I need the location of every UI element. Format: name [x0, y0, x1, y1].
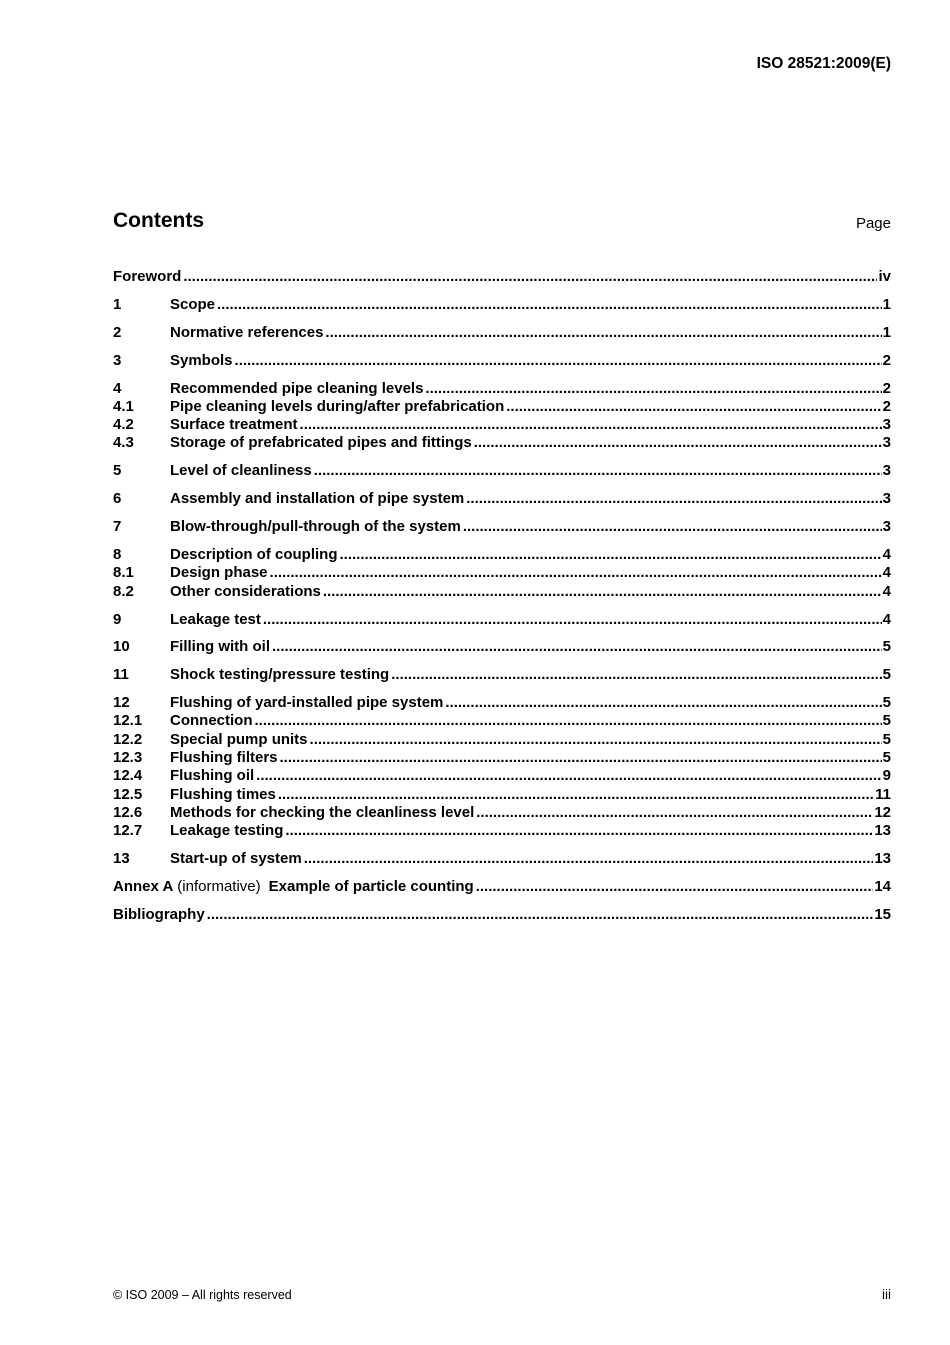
- toc-entry[interactable]: [113, 583, 891, 601]
- dot-leader: [310, 731, 882, 749]
- toc-entry[interactable]: [113, 490, 891, 508]
- toc-entry-number: 12.5: [113, 785, 143, 803]
- toc-entry-number: 1: [113, 295, 122, 313]
- toc-entry-number: 5: [113, 462, 122, 480]
- toc-entry-title: Shock testing/pressure testing: [170, 666, 390, 684]
- toc-entry[interactable]: [113, 352, 891, 370]
- toc-entry[interactable]: [113, 611, 891, 629]
- toc-entry[interactable]: [113, 462, 891, 480]
- toc-entry-number: 7: [113, 518, 122, 536]
- toc-entry-title: Description of coupling: [170, 546, 338, 564]
- toc-entry-number: 4: [113, 379, 122, 397]
- toc-entry-page: 3: [882, 434, 891, 452]
- toc-entry-page: 11: [875, 785, 891, 803]
- toc-entry-page: 3: [882, 462, 891, 480]
- toc-entry[interactable]: [113, 712, 891, 730]
- dot-leader: [476, 878, 874, 896]
- toc-entry[interactable]: [113, 749, 891, 767]
- toc-entry-number: 4.3: [113, 434, 134, 452]
- toc-entry[interactable]: [113, 666, 891, 684]
- toc-entry-number: 10: [113, 638, 130, 656]
- annex-label: Annex A: [113, 878, 174, 896]
- toc-entry-page: 5: [882, 749, 891, 767]
- toc-entry-page: 5: [882, 730, 891, 748]
- dot-leader: [476, 804, 873, 822]
- dot-leader: [217, 296, 882, 314]
- toc-entry-title: Assembly and installation of pipe system: [170, 490, 465, 508]
- dot-leader: [235, 352, 882, 370]
- toc-entry-number: 12.6: [113, 803, 143, 821]
- toc-entry-page: 3: [882, 518, 891, 536]
- annex-title: Example of particle counting: [268, 878, 474, 896]
- toc-entry-number: 6: [113, 490, 122, 508]
- toc-entry-page: 5: [882, 712, 891, 730]
- toc-entry-page: 4: [882, 610, 891, 628]
- dot-leader: [506, 398, 881, 416]
- toc-entry-page: 15: [874, 905, 891, 923]
- toc-entry-page: 4: [882, 582, 891, 600]
- toc-entry-page: 3: [882, 416, 891, 434]
- dot-leader: [466, 490, 881, 508]
- toc-entry-title: Flushing oil: [170, 767, 255, 785]
- toc-entry-number: 8: [113, 546, 122, 564]
- toc-entry-title: Filling with oil: [170, 638, 270, 656]
- toc-entry-title: Methods for checking the cleanliness level: [170, 803, 475, 821]
- dot-leader: [183, 268, 877, 286]
- document-id: ISO 28521:2009(E): [756, 55, 891, 72]
- toc-entry-page: 5: [882, 666, 891, 684]
- toc-entry-page: 3: [882, 490, 891, 508]
- toc-entry[interactable]: [113, 434, 891, 452]
- toc-entry[interactable]: [113, 380, 891, 398]
- toc-entry[interactable]: [113, 694, 891, 712]
- toc-entry-title: Leakage testing: [170, 822, 284, 840]
- dot-leader: [255, 712, 882, 730]
- toc-entry[interactable]: [113, 296, 891, 314]
- toc-entry-title: Storage of prefabricated pipes and fittings: [170, 434, 472, 452]
- toc-entry-title: Flushing filters: [170, 749, 278, 767]
- toc-entry-number: 8.2: [113, 582, 134, 600]
- toc-entry-title: Pipe cleaning levels during/after prefabrication: [170, 397, 505, 415]
- footer-page-number: iii: [882, 1287, 891, 1302]
- toc-entry-number: 12.1: [113, 712, 143, 730]
- dot-leader: [263, 611, 882, 629]
- toc-entry-number: 12.3: [113, 749, 143, 767]
- toc-entry-number: 12.2: [113, 730, 143, 748]
- dot-leader: [256, 767, 882, 785]
- toc-entry-number: 12: [113, 694, 130, 712]
- page-column-label: Page: [855, 215, 891, 232]
- toc-entry-number: 13: [113, 850, 130, 868]
- dot-leader: [272, 638, 882, 656]
- toc-entry-page: 5: [882, 694, 891, 712]
- toc-entry-page: 4: [882, 546, 891, 564]
- dot-leader: [280, 749, 882, 767]
- toc-entry-number: 4.2: [113, 416, 134, 434]
- dot-leader: [270, 564, 882, 582]
- toc-entry-title: Flushing of yard-installed pipe system: [170, 694, 444, 712]
- toc-entry[interactable]: [113, 398, 891, 416]
- toc-entry[interactable]: [113, 731, 891, 749]
- dot-leader: [285, 822, 873, 840]
- toc-entry-title: Special pump units: [170, 730, 308, 748]
- toc-entry-title: Other considerations: [170, 582, 321, 600]
- toc-entry-page: 1: [882, 323, 891, 341]
- toc-entry-number: 9: [113, 610, 122, 628]
- toc-entry-bibliography[interactable]: [113, 906, 891, 924]
- toc-entry-page: 2: [882, 379, 891, 397]
- toc-entry-page: 12: [874, 803, 891, 821]
- toc-entry-title: Bibliography: [113, 905, 205, 923]
- toc-entry[interactable]: [113, 564, 891, 582]
- toc-entry[interactable]: [113, 416, 891, 434]
- toc-entry-number: 3: [113, 351, 122, 369]
- toc-entry-title: Recommended pipe cleaning levels: [170, 379, 424, 397]
- toc-entry-page: 2: [882, 351, 891, 369]
- toc-entry[interactable]: [113, 324, 891, 342]
- toc-entry[interactable]: [113, 518, 891, 536]
- dot-leader: [300, 416, 882, 434]
- dot-leader: [340, 546, 882, 564]
- toc-entry-title: Blow-through/pull-through of the system: [170, 518, 461, 536]
- toc-entry-title: Scope: [170, 295, 216, 313]
- footer-copyright: © ISO 2009 – All rights reserved: [113, 1288, 292, 1302]
- toc-entry-number: 2: [113, 323, 122, 341]
- toc-entry-title: Normative references: [170, 323, 324, 341]
- toc-entry-page: 2: [882, 397, 891, 415]
- toc-entry-page: 13: [874, 850, 891, 868]
- contents-title: Contents: [113, 209, 204, 232]
- toc-entry-title: Level of cleanliness: [170, 462, 312, 480]
- toc-entry[interactable]: [113, 850, 891, 868]
- dot-leader: [445, 694, 881, 712]
- dot-leader: [323, 583, 882, 601]
- dot-leader: [304, 850, 874, 868]
- toc-entry-annex-a[interactable]: [113, 878, 891, 896]
- toc-entry-page: 1: [882, 295, 891, 313]
- toc-entry-page: iv: [878, 268, 891, 285]
- dot-leader: [425, 380, 881, 398]
- toc-entry-page: 9: [882, 767, 891, 785]
- toc-entry-title: Flushing times: [170, 785, 276, 803]
- table-of-contents: [113, 268, 891, 924]
- toc-entry-number: 4.1: [113, 397, 134, 415]
- dot-leader: [391, 666, 881, 684]
- toc-entry[interactable]: [113, 638, 891, 656]
- toc-entry-title: Leakage test: [170, 610, 261, 628]
- toc-entry[interactable]: [113, 767, 891, 785]
- dot-leader: [314, 462, 882, 480]
- toc-entry-title: Design phase: [170, 564, 268, 582]
- toc-entry-page: 14: [874, 878, 891, 896]
- toc-entry-number: 12.7: [113, 822, 143, 840]
- toc-entry-page: 4: [882, 564, 891, 582]
- dot-leader: [325, 324, 881, 342]
- toc-entry-title: Symbols: [170, 351, 233, 369]
- toc-entry[interactable]: [113, 546, 891, 564]
- toc-entry[interactable]: [113, 804, 891, 822]
- dot-leader: [278, 786, 874, 804]
- toc-entry-page: 5: [882, 638, 891, 656]
- toc-entry-page: 13: [874, 822, 891, 840]
- toc-entry-title: Start-up of system: [170, 850, 302, 868]
- dot-leader: [474, 434, 882, 452]
- toc-entry-title: Foreword: [113, 268, 182, 285]
- toc-entry[interactable]: [113, 268, 891, 286]
- toc-entry-title: Connection: [170, 712, 253, 730]
- toc-entry-number: 12.4: [113, 767, 143, 785]
- toc-entry-title: Surface treatment: [170, 416, 298, 434]
- toc-entry-title: [113, 878, 474, 896]
- dot-leader: [207, 906, 874, 924]
- annex-note: (informative): [177, 878, 261, 896]
- dot-leader: [463, 518, 882, 536]
- toc-entries: [113, 268, 891, 868]
- toc-entry-number: 8.1: [113, 564, 134, 582]
- toc-entry[interactable]: [113, 822, 891, 840]
- toc-entry[interactable]: [113, 786, 891, 804]
- toc-entry-number: 11: [113, 666, 129, 684]
